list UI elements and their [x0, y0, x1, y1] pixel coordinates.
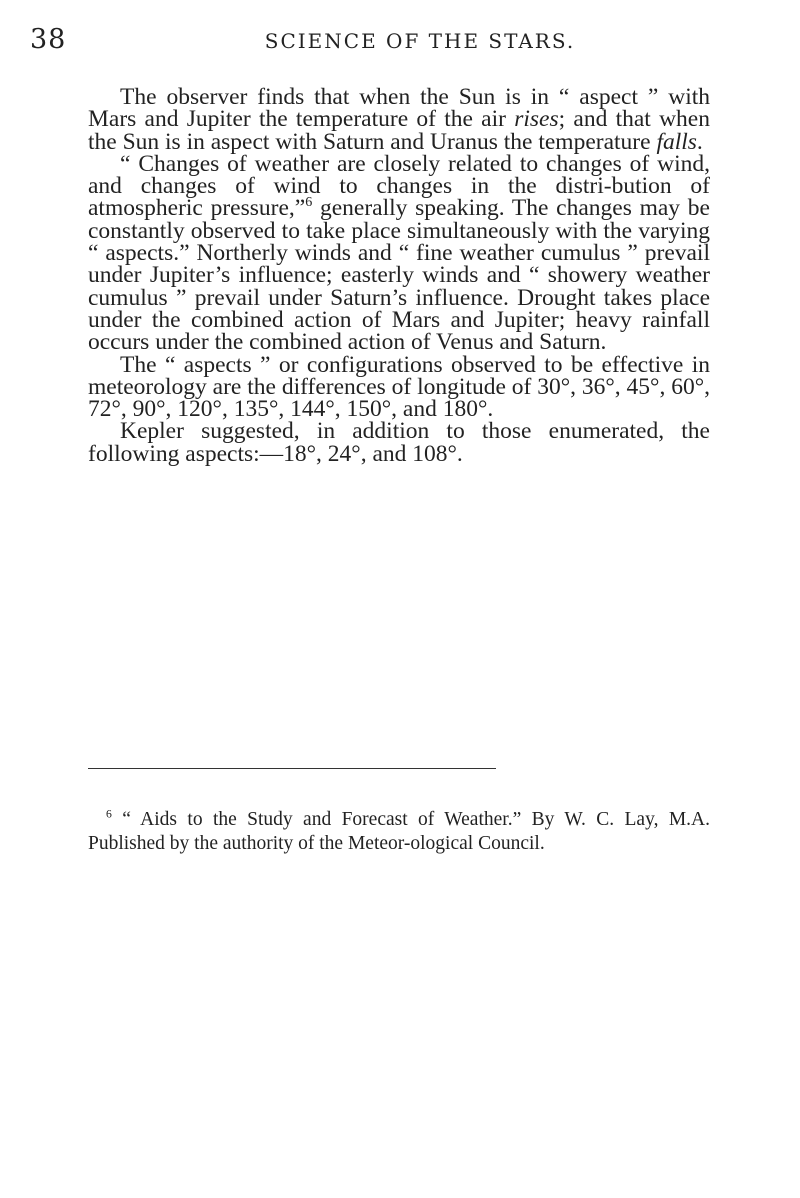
footnote-reference: 6	[305, 194, 313, 211]
paragraph-2-text-b: generally speaking. The changes may be constantly observed to take place simultaneously with the varying “ aspects.” Northerly winds and “ fine weather cumulus ” prevail under Jupiter’s influence; easterly winds and “ showery weather cumulus ” prevail under Saturn’s influence. Drought takes place under the combined action of Mars and Jupiter; heavy rainfall occurs under the combined action of Venus and Saturn.	[88, 195, 710, 356]
paragraph-1-text-c: .	[696, 128, 703, 155]
page-number: 38	[30, 24, 67, 55]
paragraph-1	[88, 86, 710, 153]
footnote-marker: 6	[106, 807, 112, 821]
footnote-divider	[88, 768, 496, 769]
footnote	[88, 808, 710, 856]
paragraph-1-text-b: ; and that when the Sun is in aspect with Saturn and Uranus the temperature	[88, 106, 710, 155]
paragraph-3: The “ aspects ” or configurations observed to be effective in meteorology are the differences of longitude of 30°, 36°, 45°, 60°, 72°, 90°, 120°, 135°, 144°, 150°, and 180°.	[88, 351, 710, 423]
paragraph-2-text-a: “ Changes of weather are closely related to changes of wind, and changes of wind to changes in the distri-bution of atmospheric pressure,”	[88, 150, 710, 222]
body-text	[88, 86, 710, 465]
italic-falls: falls	[656, 128, 697, 155]
italic-rises: rises	[514, 106, 559, 133]
running-title: SCIENCE OF THE STARS.	[264, 29, 576, 53]
running-head	[30, 24, 750, 58]
paragraph-2	[88, 150, 710, 356]
paragraph-4: Kepler suggested, in addition to those enumerated, the following aspects:—18°, 24°, and 108°.	[88, 418, 710, 467]
footnote-text: “ Aids to the Study and Forecast of Weather.” By W. C. Lay, M.A. Published by the authority of the Meteor-ological Council.	[88, 809, 710, 854]
paragraph-1-text-a: The observer finds that when the Sun is in “ aspect ” with Mars and Jupiter the temperature of the air	[88, 84, 710, 133]
